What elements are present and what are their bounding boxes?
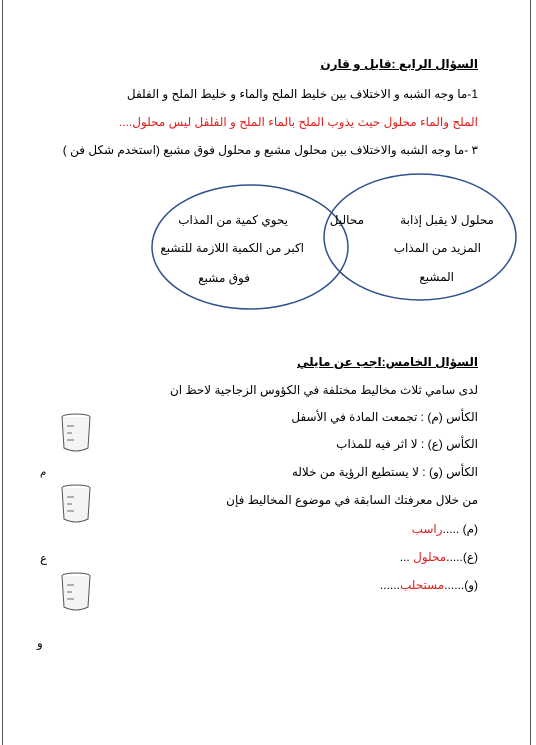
venn-left-1: يحوي كمية من المذاب xyxy=(178,213,288,227)
q4-line1: 1-ما وجه الشبه و الاختلاف بين خليط الملح والماء و خليط الملح و الفلفل xyxy=(126,87,478,101)
answer-w-prefix: (و)...... xyxy=(444,578,478,592)
beaker-label-a: ع xyxy=(40,551,48,565)
venn-right-1: محلول لا يقبل إذابة xyxy=(400,213,494,227)
answer-m-prefix: (م) ..... xyxy=(442,522,478,536)
beaker-label-w: و xyxy=(37,636,43,650)
q5-cup-w: الكأس (و) : لا يستطيع الرؤية من خلاله xyxy=(291,465,478,479)
answer-a-prefix: (ع)..... xyxy=(446,550,478,564)
q4-answer: الملح والماء محلول حيث يذوب الملح بالماء الملح و الفلفل ليس محلول.... xyxy=(118,115,478,129)
answer-a-suffix: ... xyxy=(399,550,414,564)
venn-left-2: اكبر من الكمية اللازمة للتشبع xyxy=(160,241,304,255)
venn-right-2: المزيد من المذاب xyxy=(393,241,481,255)
q5-title: السؤال الخامس:اجب عن مايلي xyxy=(297,355,478,369)
q5-cup-m: الكأس (م) : تجمعت المادة في الأسفل xyxy=(291,410,478,424)
q4-line3: ٣ -ما وجه الشبه والاختلاف بين محلول مشبع و محلول فوق مشبع (استخدم شكل فن ) xyxy=(62,143,478,157)
q4-title: السؤال الرابع :قابل و قارن xyxy=(320,57,478,71)
venn-right-3: المشبع xyxy=(419,270,454,284)
q5-prompt: من خلال معرفتك السابقة في موضوع المخاليط فإن xyxy=(226,493,478,507)
answer-a-value: محلول xyxy=(413,550,447,564)
beaker-icon xyxy=(62,573,90,610)
venn-left-3: فوق مشبع xyxy=(198,271,250,285)
q5-cup-a: الكأس (ع) : لا اثر فيه للمذاب xyxy=(336,437,478,451)
beaker-icon xyxy=(62,485,90,522)
beaker-label-m: م xyxy=(40,467,47,478)
answer-w-suffix: ...... xyxy=(379,578,400,592)
answer-m-value: راسب xyxy=(411,522,443,536)
q5-intro: لدى سامي ثلاث مخاليط مختلفة في الكؤوس الزجاجية لاحظ ان xyxy=(169,383,478,397)
venn-middle: محاليل xyxy=(329,213,364,227)
answer-w-value: مستحلب xyxy=(399,578,445,592)
beaker-icon xyxy=(62,414,90,451)
